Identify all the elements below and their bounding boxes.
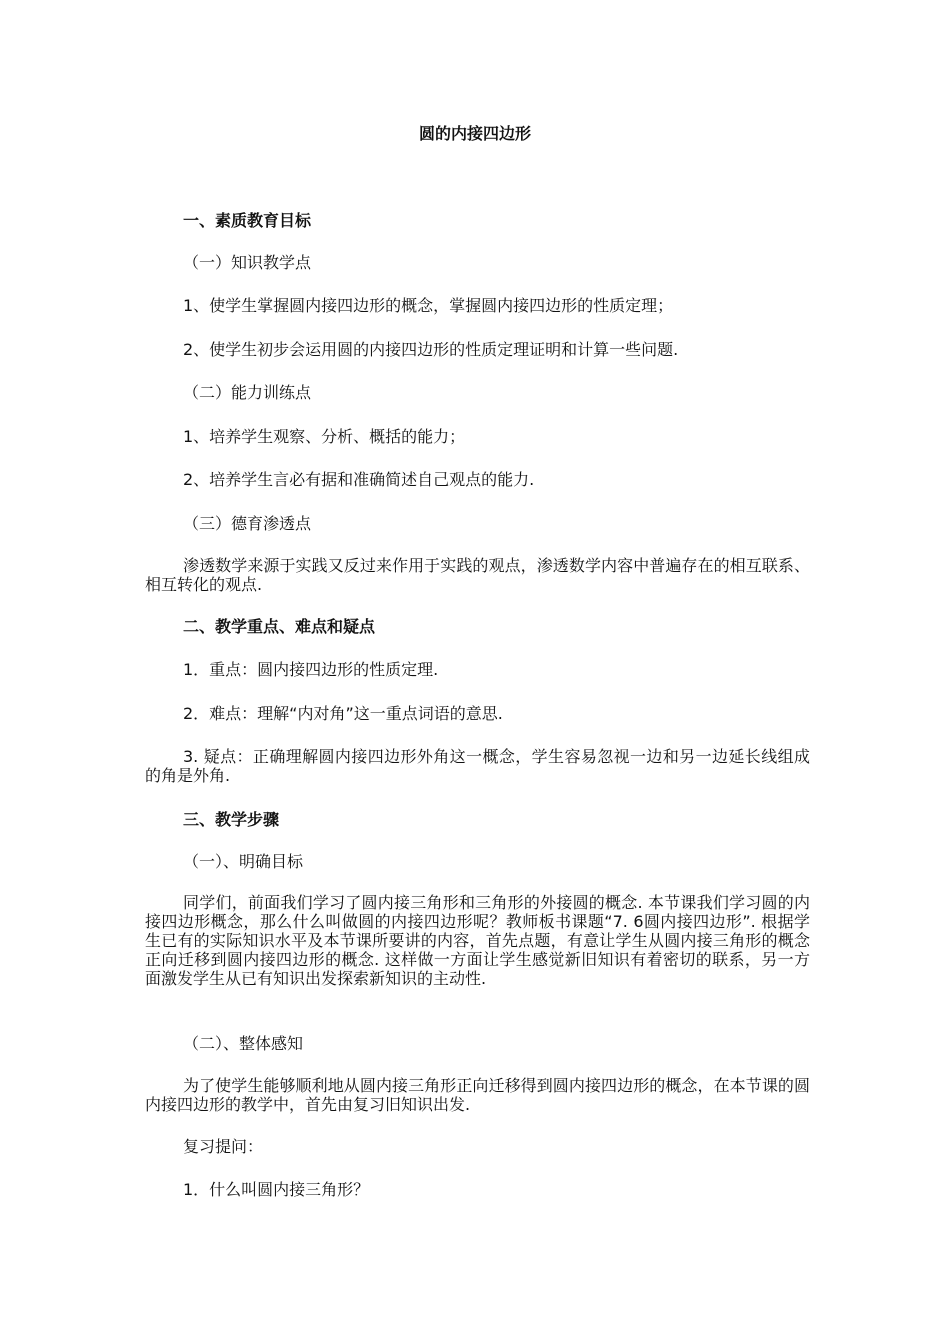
section3-sub2: （二）、整体感知 [183, 1034, 304, 1053]
section1-sub2-item-2: 2、培养学生言必有据和准确简述自己观点的能力. [183, 470, 535, 489]
section1-sub2-item-1: 1、培养学生观察、分析、概括的能力； [183, 427, 466, 446]
document-title: 圆的内接四边形 [418, 124, 531, 143]
section1-sub3: （三）德育渗透点 [183, 514, 312, 533]
section2-item-3: 3. 疑点：正确理解圆内接四边形外角这一概念，学生容易忽视一边和另一边延长线组成的角是外角. [145, 747, 810, 785]
section3-sub2-text: 为了使学生能够顺利地从圆内接三角形正向迁移得到圆内接四边形的概念，在本节课的圆内接四边形的教学中，首先由复习旧知识出发. [145, 1076, 810, 1114]
section1-sub1-item-2: 2、使学生初步会运用圆的内接四边形的性质定理证明和计算一些问题. [183, 340, 679, 359]
review-question-1: 1．什么叫圆内接三角形？ [183, 1180, 370, 1199]
section1-heading: 一、素质教育目标 [183, 211, 312, 230]
section2-item-2: 2．难点：理解“内对角”这一重点词语的意思. [183, 704, 503, 723]
review-label: 复习提问： [183, 1137, 264, 1156]
section3-sub1-text: 同学们，前面我们学习了圆内接三角形和三角形的外接圆的概念. 本节课我们学习圆的内接四边形概念，那么什么叫做圆的内接四边形呢？教师板书课题“7. 6圆内接四边形”. 根据学生已有的实际知识水平及本节课所要讲的内容，首先点题，有意让学生从圆内接三角形的概念正向迁移到圆内接四边形的概念. 这样做一方面让学生感觉新旧知识有着密切的联系，另一方面激发学生从已有知识出发探索新知识的主动性. [145, 893, 810, 988]
section1-sub3-text: 渗透数学来源于实践又反过来作用于实践的观点，渗透数学内容中普遍存在的相互联系、相互转化的观点. [145, 556, 810, 594]
section1-sub1: （一）知识教学点 [183, 253, 312, 272]
section2-item-1: 1．重点：圆内接四边形的性质定理. [183, 660, 439, 679]
section1-sub1-item-1: 1、使学生掌握圆内接四边形的概念，掌握圆内接四边形的性质定理； [183, 296, 674, 315]
section3-sub1: （一）、明确目标 [183, 852, 304, 871]
section2-heading: 二、教学重点、难点和疑点 [183, 617, 376, 636]
section1-sub2: （二）能力训练点 [183, 383, 312, 402]
section3-heading: 三、教学步骤 [183, 810, 280, 829]
